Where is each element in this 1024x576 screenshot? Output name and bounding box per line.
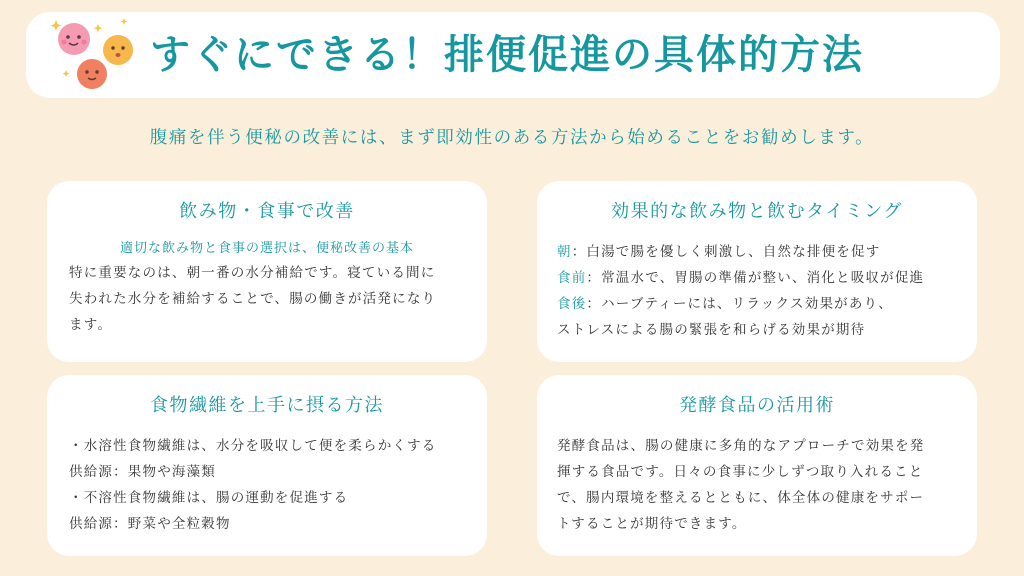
body-line: ・水溶性食物繊維は、水分を吸収して便を柔らかくする: [69, 438, 437, 454]
timing-key: 食前: [557, 270, 587, 286]
timing-item-continued: [557, 317, 959, 343]
title-banner: [26, 12, 1000, 98]
body-line: で、腸内環境を整えるとともに、体全体の健康をサポー: [557, 490, 925, 506]
body-line: 失われた水分を補給することで、腸の働きが活発になり: [69, 291, 437, 307]
page-title: すぐにできる！排便促進の具体的方法: [150, 31, 864, 78]
coral-mascot-icon: [77, 59, 107, 89]
body-line: 発酵食品は、腸の健康に多角的なアプローチで効果を発: [557, 438, 925, 454]
timing-key: 食後: [557, 296, 587, 312]
body-line: 揮する食品です。日々の食事に少しずつ取り入れること: [557, 464, 924, 480]
card-body: [69, 260, 465, 338]
timing-key: 朝: [557, 244, 572, 260]
body-line: ます。: [69, 317, 113, 333]
body-line: 特に重要なのは、朝一番の水分補給です。寝ている間に: [69, 265, 436, 281]
card-subheading: 適切な飲み物と食事の選択は、便秘改善の基本: [119, 241, 414, 256]
card-drink-timing: [537, 181, 977, 362]
page-subtitle: 腹痛を伴う便秘の改善には、まず即効性のある方法から始めることをお勧めします。: [149, 128, 875, 148]
timing-text: ストレスによる腸の緊張を和らげる効果が期待: [557, 322, 866, 338]
card-fiber: [47, 375, 487, 556]
body-line: トすることが期待できます。: [557, 516, 747, 532]
card-body: [557, 239, 959, 343]
pink-mascot-icon: [58, 23, 90, 55]
card-title: 飲み物・食事で改善: [179, 201, 355, 222]
card-body: [557, 433, 959, 537]
orange-mascot-icon: [103, 35, 133, 65]
body-line: 供給源：野菜や全粒穀物: [69, 516, 231, 532]
timing-item-morning: [557, 239, 959, 265]
card-title: 効果的な飲み物と飲むタイミング: [611, 201, 903, 222]
card-drinks-food: [47, 181, 487, 362]
timing-item-before-meal: [557, 265, 959, 291]
body-line: ・不溶性食物繊維は、腸の運動を促進する: [69, 490, 349, 506]
card-fermented-food: [537, 375, 977, 556]
card-title: 発酵食品の活用術: [679, 395, 835, 416]
mascot-illustration: [36, 14, 146, 96]
card-title: 食物繊維を上手に摂る方法: [150, 395, 384, 416]
body-line: 供給源：果物や海藻類: [69, 464, 216, 480]
card-body: [69, 433, 469, 537]
timing-text: ：白湯で腸を優しく刺激し、自然な排便を促す: [571, 244, 881, 260]
timing-item-after-meal: [557, 291, 959, 317]
timing-text: ：ハーブティーには、リラックス効果があり、: [586, 296, 893, 312]
timing-text: ：常温水で、胃腸の準備が整い、消化と吸収が促進: [586, 270, 925, 286]
